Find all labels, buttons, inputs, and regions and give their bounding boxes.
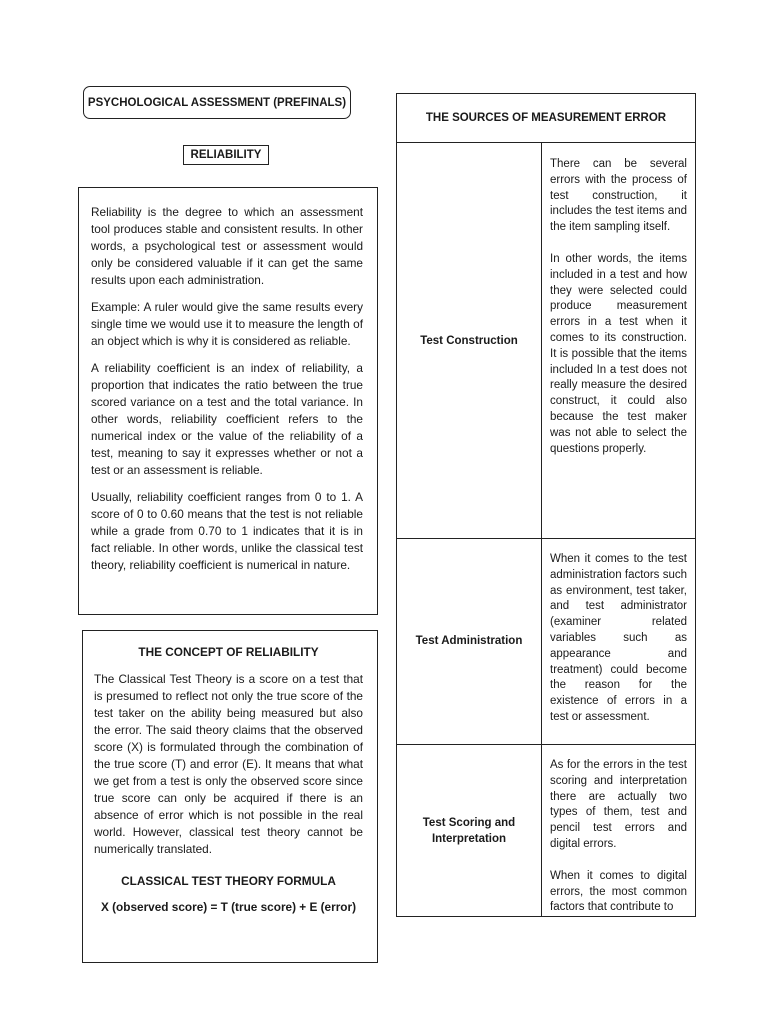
concept-heading: THE CONCEPT OF RELIABILITY	[138, 645, 319, 659]
document-title-box	[83, 86, 351, 119]
description-paragraph: There can be several errors with the process of test construction, it includes the test items and the item sampling itself.	[550, 158, 687, 234]
table-header-text: THE SOURCES OF MEASUREMENT ERROR	[425, 112, 667, 124]
row-label-test-scoring: Test Scoring and Interpretation	[397, 744, 542, 917]
table-row	[397, 744, 695, 917]
row-label-test-construction: Test Construction	[397, 143, 542, 538]
concept-of-reliability-box	[82, 630, 378, 963]
document-title: PSYCHOLOGICAL ASSESSMENT (PREFINALS)	[87, 96, 347, 109]
description-paragraph: When it comes to the test administration factors such as environment, test taker, and test administrator (examiner related variables such as appearance and treatment) could become the reason for the existence of errors in a test or assessment.	[550, 553, 687, 723]
reliability-paragraph-4: Usually, reliability coefficient ranges from 0 to 1. A score of 0 to 0.60 means that the test is not reliable while a grade from 0.70 to 1 indicates that it is in fact reliable. In other words, unlike the classical test theory, reliability coefficient is numerical in nature.	[91, 490, 363, 572]
reliability-definition-box	[78, 187, 378, 615]
section-label: RELIABILITY	[190, 149, 262, 161]
description-paragraph: In other words, the items included in a test and how they were selected could produce measurement errors in a test when it comes to its construction. It is possible that the items included In a test does not really measure the desired construct, it could also because the test maker was not able to select the questions properly.	[550, 252, 687, 455]
formula-heading: CLASSICAL TEST THEORY FORMULA	[121, 874, 336, 888]
description-paragraph: As for the errors in the test scoring and interpretation there are actually two types of them, test and pencil test errors and digital errors.	[550, 759, 687, 850]
description-paragraph: When it comes to digital errors, the most common factors that contribute to	[550, 869, 687, 914]
formula-text: X (observed score) = T (true score) + E (error)	[100, 900, 357, 914]
reliability-paragraph-3: A reliability coefficient is an index of reliability, a proportion that indicates the ratio between the true scored variance on a test and the total variance. In other words, reliability coefficient refers to the numerical index or the value of the reliability of a test, meaning to say it expresses whether or not a test or an assessment is reliable.	[91, 361, 363, 477]
table-row	[397, 143, 695, 539]
table-header	[397, 94, 695, 143]
row-description	[543, 538, 695, 744]
row-description	[543, 744, 695, 917]
row-label-test-administration: Test Administration	[397, 538, 542, 744]
reliability-paragraph-2: Example: A ruler would give the same results every single time we would use it to measure the length of an object which is why it is considered as reliable.	[91, 300, 363, 348]
row-description	[543, 143, 695, 538]
table-row	[397, 538, 695, 745]
concept-paragraph: The Classical Test Theory is a score on a test that is presumed to reflect not only the true score of the test taker on the ability being measured but also the error. The said theory claims that the observed score (X) is formulated through the combination of the true score (T) and error (E). It means that what we get from a test is only the observed score since true score can only be acquired if there is an absence of error which is not possible in the real world. However, classical test theory cannot be numerically translated.	[94, 672, 363, 856]
section-label-box	[183, 145, 269, 165]
reliability-paragraph-1: Reliability is the degree to which an assessment tool produces stable and consistent results. In other words, a psychological test or assessment would only be considered valuable if it can get the same results upon each administration.	[91, 205, 363, 287]
measurement-error-table	[396, 93, 696, 917]
